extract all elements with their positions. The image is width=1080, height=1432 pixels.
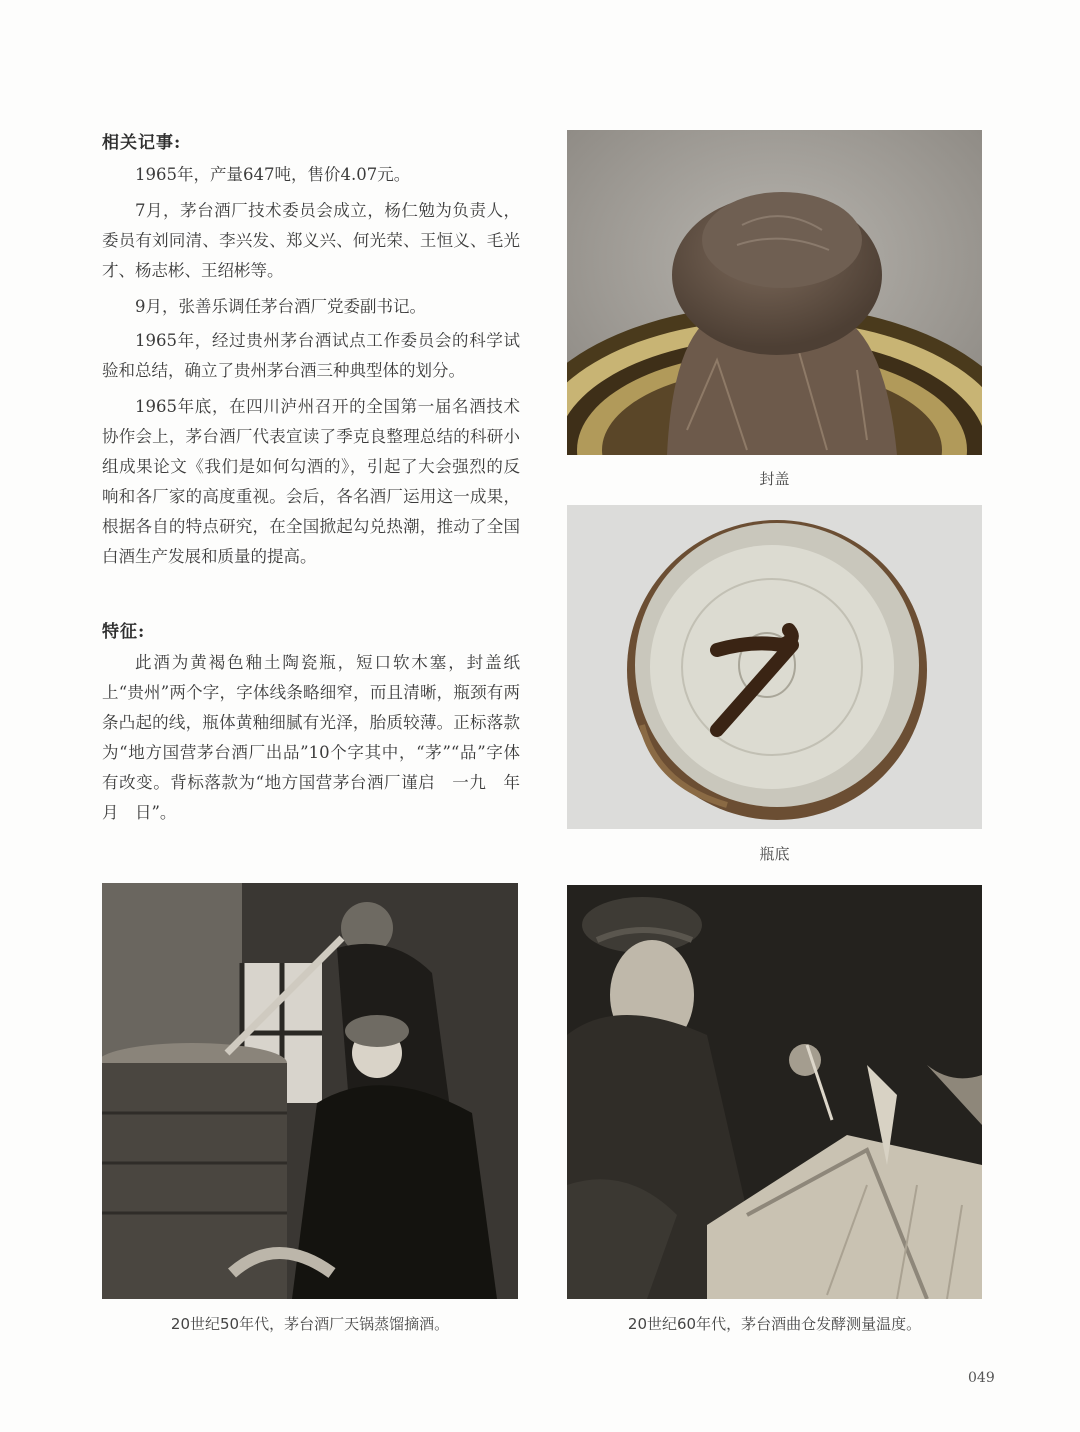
event-paragraph-1: 1965年，产量647吨，售价4.07元。 [135, 165, 411, 184]
caption-bottom: 瓶底 [759, 845, 790, 863]
page-number: 049 [968, 1370, 995, 1386]
features-paragraph: 此酒为黄褐色釉土陶瓷瓶，短口软木塞，封盖纸上“贵州”两个字，字体线条略细窄，而且清晰，瓶颈有两条凸起的线，瓶体黄釉细腻有光泽，胎质较薄。正标落款为“地方国营茅台酒厂出品”10个字其中，“茅”“品”字体有改变。背标落款为“地方国营茅台酒厂谨启 一九 年 月 日”。 [102, 653, 537, 822]
event-paragraph-4: 1965年，经过贵州茅台酒试点工作委员会的科学试验和总结，确立了贵州茅台酒三种典型体的划分。 [102, 331, 520, 380]
distillation-photo-1950s [102, 883, 518, 1299]
bottle-cap-photo [567, 130, 982, 455]
section-heading-features: 特征: [102, 622, 146, 642]
caption-1950s-photo: 20世纪50年代，茅台酒厂天锅蒸馏摘酒。 [170, 1315, 450, 1333]
caption-cap: 封盖 [759, 470, 790, 488]
event-paragraph-2: 7月，茅台酒厂技术委员会成立，杨仁勉为负责人，委员有刘同清、李兴发、郑义兴、何光荣、王恒义、毛光才、杨志彬、王绍彬等。 [102, 201, 520, 280]
section-heading-events: 相关记事: [102, 133, 182, 153]
fermentation-photo-1960s [567, 885, 982, 1299]
event-paragraph-5: 1965年底，在四川泸州召开的全国第一届名酒技术协作会上，茅台酒厂代表宣读了季克良整理总结的科研小组成果论文《我们是如何勾酒的》，引起了大会强烈的反响和各厂家的高度重视。会后，各名酒厂运用这一成果，根据各自的特点研究，在全国掀起勾兑热潮，推动了全国白酒生产发展和质量的提高。 [102, 397, 520, 566]
event-paragraph-3: 9月，张善乐调任茅台酒厂党委副书记。 [135, 297, 426, 316]
caption-1960s-photo: 20世纪60年代，茅台酒曲仓发酵测量温度。 [627, 1315, 922, 1333]
bottle-bottom-photo [567, 505, 982, 829]
